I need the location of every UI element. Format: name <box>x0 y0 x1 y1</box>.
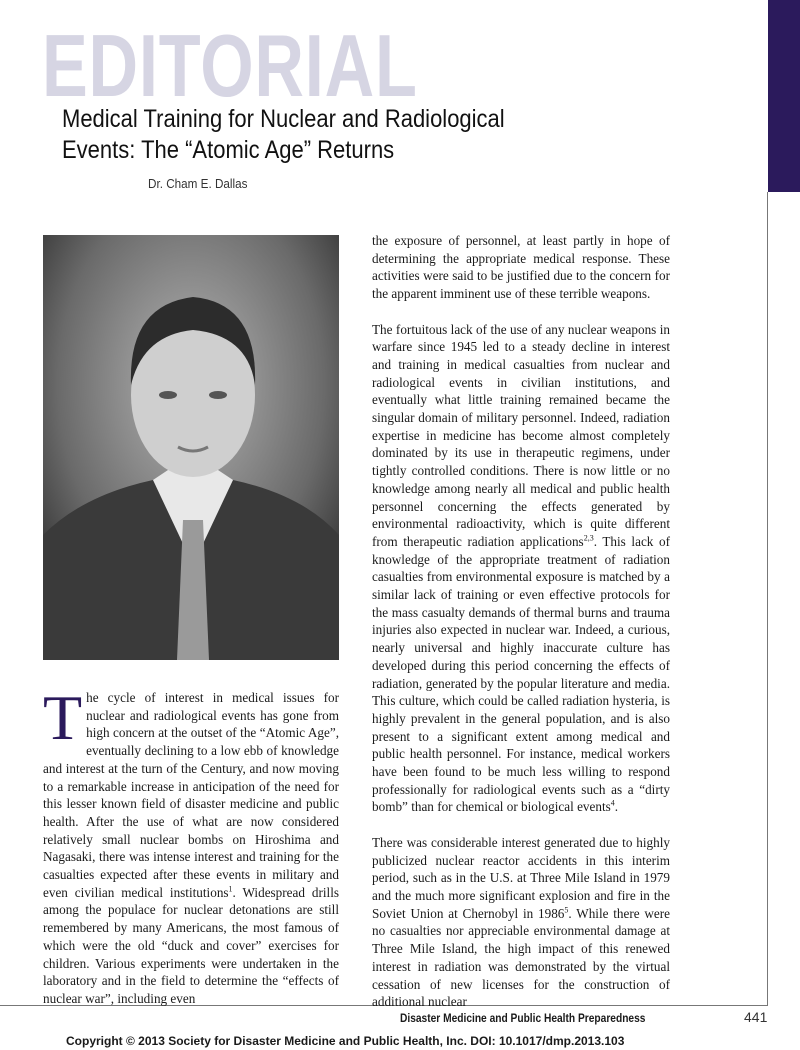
citation: 5 <box>564 905 569 915</box>
left-column <box>43 682 339 1025</box>
text: The fortuitous lack of the use of any nuclear weapons in warfare since 1945 led to a steady decline in interest and training in medical casualties from nuclear and radiological events in civilian institutions, and eventually what little training remained became the singular domain of military personnel. Indeed, radiation expertise in medicine has become almost completely dominated by its use in therapeutic regimens, under tightly controlled conditions. There is now little or no knowledge among nearly all medical and public health personnel concerning the effects generated by environmental radioactivity, which is quite different from therapeutic radiation applications <box>372 321 670 549</box>
text: . While there were no casualties nor appreciable environmental damage at Three Mile Island, the high impact of this renewed interest in radiation was demonstrated by the virtual cessation of new licenses for the construction of additional nuclear <box>372 905 671 1010</box>
citation: 1 <box>228 884 233 894</box>
section-tab <box>768 0 800 192</box>
paragraph <box>43 682 339 1008</box>
copyright-notice: Copyright © 2013 Society for Disaster Medicine and Public Health, Inc. DOI: 10.1017/dmp.2013.103 <box>66 1034 625 1048</box>
drop-cap: T <box>43 682 83 753</box>
author-name: Dr. Cham E. Dallas <box>148 176 248 191</box>
text: . <box>614 799 619 815</box>
text: he cycle of interest in medical issues for nuclear and radiological events has gone from high concern at the outset of the “Atomic Age”, eventually declining to a low ebb of knowledge and interest at the turn of the Century, and now moving to a remarkable increase in anticipation of the need for this lesser known field of disaster medicine and public health. After the use of what are now considered relatively small nuclear bombs on Hiroshima and Nagasaki, there was intense interest and training for the casualties expected after these events in military and even civilian medical institutions <box>43 690 339 900</box>
title-line-2: Events: The “Atomic Age” Returns <box>62 136 395 164</box>
citation: 2,3 <box>583 533 594 543</box>
page-number: 441 <box>744 1009 768 1025</box>
text: . This lack of knowledge of the appropriate treatment of radiation casualties from environmental exposure is matched by a similar lack of training or even effective protocols for the mass casualty demands of thermal burns and trauma injuries also expected in nuclear war. Indeed, a curious, nearly universal and highly inaccurate culture has developed during this period concerning the effects of radiation, generated by the popular literature and media. This culture, which could be called radiation hysteria, is highly prevalent in the general population, and is also present to a significant extent among medical and public health personnel. For instance, medical workers have been found to be much less willing to respond professionally for radiological events such as a “dirty bomb” than for chemical or biological events <box>372 533 671 815</box>
text: . Widespread drills among the populace for nuclear detonations are still remembered by many Americans, the most famous of which were the old “duck and cover” exercises for children. Various experiments were undertaken in the laboratory and in the field to determine the “effects of nuclear war”, including even <box>43 884 339 1006</box>
journal-name: Disaster Medicine and Public Health Preparedness <box>400 1011 646 1025</box>
title-line-1: Medical Training for Nuclear and Radiological <box>62 105 505 133</box>
section-kicker: EDITORIAL <box>42 16 418 115</box>
citation: 4 <box>610 799 615 809</box>
author-photo <box>43 235 339 660</box>
right-column <box>372 232 670 1029</box>
text: There was considerable interest generated due to highly publicized nuclear reactor accidents in this interim period, such as in the U.S. at Three Mile Island in 1979 and the much more significant explosion and fire in the Soviet Union at Chernobyl in 1986 <box>372 834 670 921</box>
frame-border-right <box>767 192 768 1005</box>
article-title <box>62 104 505 166</box>
paragraph <box>372 834 670 1011</box>
paragraph <box>372 321 670 817</box>
paragraph: the exposure of personnel, at least partly in hope of determining the appropriate medical response. These activities were said to be justified due to the concern for the apparent imminent use of these terrible weapons. <box>372 233 670 302</box>
